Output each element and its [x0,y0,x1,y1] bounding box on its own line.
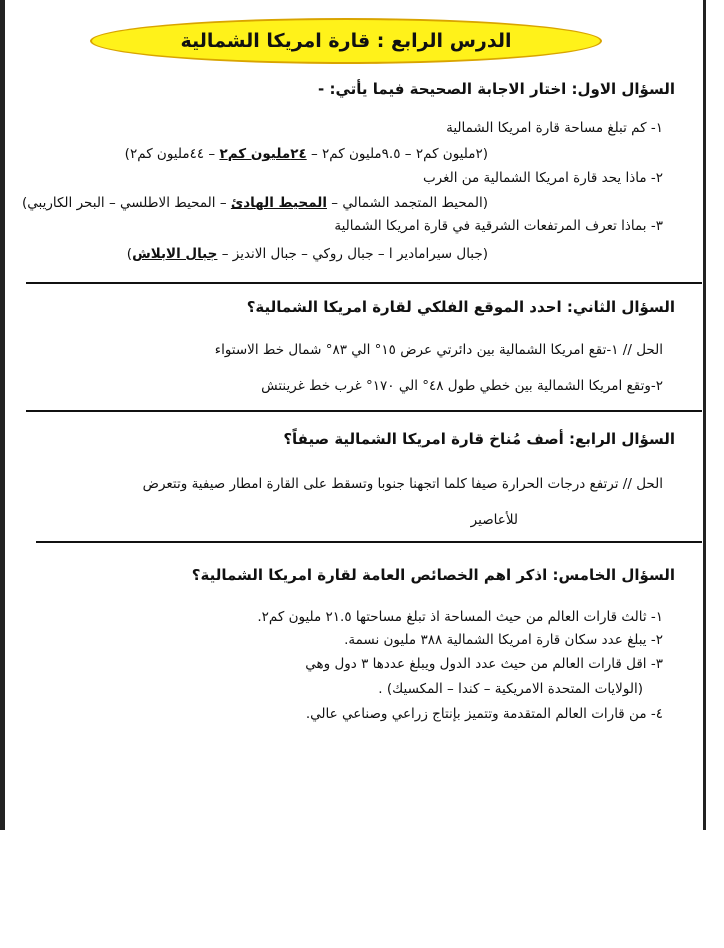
left-border [0,0,5,830]
q1-item-1: ١- كم تبلغ مساحة قارة امريكا الشمالية [446,120,663,136]
q1-item-1-options [125,146,488,162]
q1-heading: السؤال الاول: اختار الاجابة الصحيحة فيما يأتي: - [318,80,675,98]
q1-item-3-opts-b: ) [126,246,133,262]
q2-heading: السؤال الثاني: احدد الموقع الفلكي لقارة امريكا الشمالية؟ [246,298,675,316]
lesson-title-banner [90,18,602,64]
q2-line-1: الحل // ١-تقع امريكا الشمالية بين دائرتي عرض ١٥° الي ٨٣° شمال خط الاستواء [214,342,663,358]
q1-item-1-opts-a: (٢مليون كم٢ – ٩.٥مليون كم٢ – [306,146,488,162]
q5-heading: السؤال الخامس: اذكر اهم الخصائص العامة لقارة امريكا الشمالية؟ [191,566,675,584]
q4-heading: السؤال الرابع: أصف مُناخ قارة امريكا الشمالية صيفاً؟ [283,430,675,448]
q5-line-5: ٤- من قارات العالم المتقدمة وتتميز بإنتاج زراعي وصناعي عالي. [305,706,663,722]
lesson-title: الدرس الرابع : قارة امريكا الشمالية [180,30,512,52]
q4-line-1: الحل // ترتفع درجات الحرارة صيفا كلما اتجهنا جنوبا وتسقط على القارة امطار صيفية وتتعرض [142,476,663,492]
q4-line-2: للأعاصير [470,512,518,528]
q1-item-2: ٢- ماذا يحد قارة امريكا الشمالية من الغرب [422,170,663,186]
q5-line-2: ٢- يبلغ عدد سكان قارة امريكا الشمالية ٣٨٨ مليون نسمة. [344,632,663,648]
q1-item-2-opts-a: (المحيط المتجمد الشمالي – [327,195,488,211]
q1-item-3-options [127,246,488,262]
q1-item-1-opts-b: – ٤٤مليون كم٢) [124,146,220,162]
q5-line-1: ١- ثالث قارات العالم من حيث المساحة اذ تبلغ مساحتها ٢١.٥ مليون كم٢. [257,609,663,625]
q1-item-3-opts-a: (جبال سيرامادير ا – جبال روكي – جبال الانديز – [217,246,488,262]
section-divider [26,282,702,284]
q2-line-2: ٢-وتقع امريكا الشمالية بين خطي طول ٤٨° الي ١٧٠° غرب خط غرينتش [261,378,663,394]
q5-line-4: (الولايات المتحدة الامريكية – كندا – المكسيك) . [378,681,643,697]
q5-line-3: ٣- اقل قارات العالم من حيث عدد الدول ويبلغ عددها ٣ دول وهي [305,656,663,672]
q1-item-2-answer: المحيط الهادئ [230,195,327,211]
q1-item-2-options [22,195,488,211]
q1-item-3: ٣- بماذا تعرف المرتفعات الشرقية في قارة امريكا الشمالية [334,218,663,234]
q1-item-3-answer: جبال الابلاش [132,246,218,262]
section-divider [36,541,702,543]
section-divider [26,410,702,412]
q1-item-2-opts-b: – المحيط الاطلسي – البحر الكاريبي) [21,195,231,211]
q1-item-1-answer: ٢٤مليون كم٢ [219,146,307,162]
